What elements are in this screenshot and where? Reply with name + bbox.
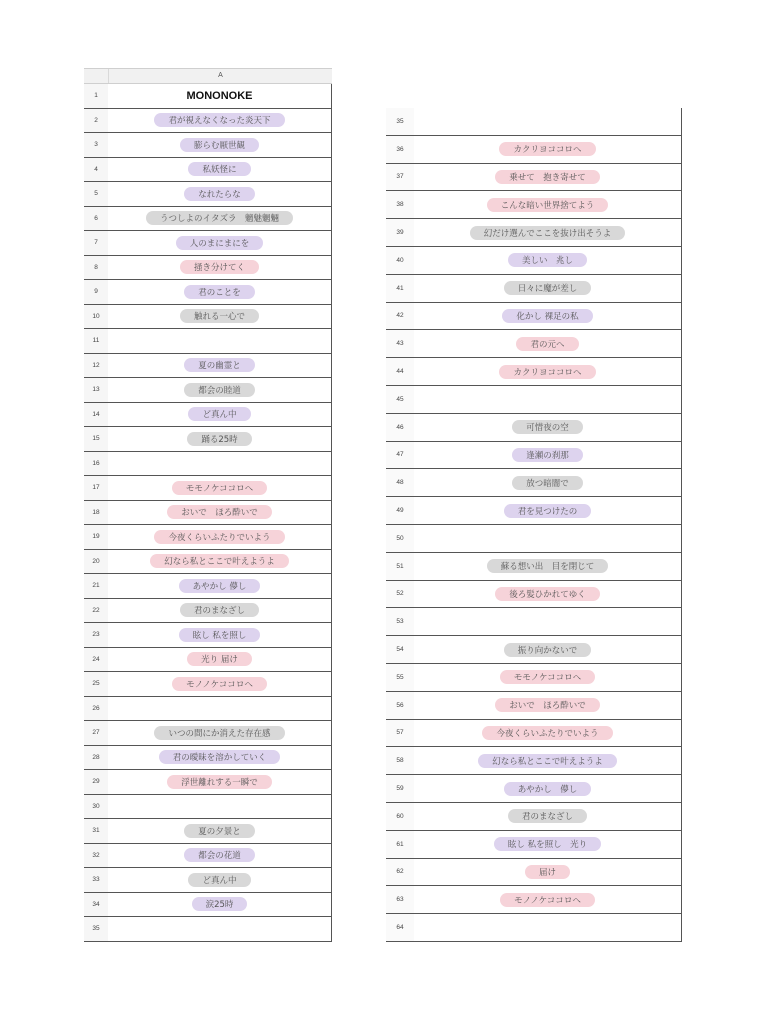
- lyric-cell[interactable]: [414, 747, 682, 774]
- lyric-text: あやかし 儚し: [504, 782, 592, 796]
- lyric-text: うつしよのイタズラ 魑魅魍魎: [146, 211, 293, 225]
- lyric-cell[interactable]: [414, 330, 682, 357]
- table-row: [386, 219, 682, 247]
- lyric-text: 可惜夜の空: [512, 420, 583, 434]
- lyric-cell[interactable]: [414, 720, 682, 747]
- lyric-text: 浮世離れする一瞬で: [167, 775, 272, 789]
- table-row: [386, 414, 682, 442]
- row-number[interactable]: 42: [386, 303, 414, 330]
- lyric-cell[interactable]: [414, 581, 682, 608]
- row-number[interactable]: 60: [386, 803, 414, 830]
- row-number[interactable]: 35: [84, 917, 108, 941]
- lyric-cell[interactable]: [414, 636, 682, 663]
- lyric-cell[interactable]: [414, 553, 682, 580]
- row-number[interactable]: 58: [386, 747, 414, 774]
- lyric-cell[interactable]: [108, 207, 332, 231]
- row-number[interactable]: 44: [386, 358, 414, 385]
- table-row: [386, 386, 682, 414]
- row-number[interactable]: 40: [386, 247, 414, 274]
- row-number[interactable]: 64: [386, 914, 414, 941]
- table-row: [84, 795, 332, 820]
- table-row: [386, 775, 682, 803]
- lyric-text: 都会の睦道: [184, 383, 255, 397]
- lyric-cell[interactable]: [108, 648, 332, 672]
- lyric-cell[interactable]: [108, 109, 332, 133]
- row-number[interactable]: 5: [84, 182, 108, 206]
- row-number[interactable]: 26: [84, 697, 108, 721]
- table-row: [386, 164, 682, 192]
- lyric-cell[interactable]: [108, 305, 332, 329]
- row-number[interactable]: 55: [386, 664, 414, 691]
- lyric-text: 触れる一心で: [180, 309, 259, 323]
- column-a-header[interactable]: A: [218, 72, 223, 79]
- lyric-text: 今夜くらいふたりでいよう: [154, 530, 284, 544]
- lyric-cell[interactable]: [108, 599, 332, 623]
- lyric-cell[interactable]: [414, 914, 682, 941]
- spreadsheet-left: [84, 68, 332, 942]
- lyric-text: 私妖怪に: [188, 162, 250, 176]
- row-number[interactable]: 1: [84, 84, 108, 108]
- row-number[interactable]: 41: [386, 275, 414, 302]
- table-row: [386, 664, 682, 692]
- table-row: [386, 581, 682, 609]
- row-number[interactable]: 48: [386, 469, 414, 496]
- spreadsheet-right: [386, 108, 682, 942]
- row-number[interactable]: 23: [84, 623, 108, 647]
- table-row: [386, 247, 682, 275]
- lyric-cell[interactable]: [414, 831, 682, 858]
- lyric-text: 都会の花道: [184, 848, 255, 862]
- table-row: [386, 886, 682, 914]
- table-row: [386, 191, 682, 219]
- table-row: [386, 330, 682, 358]
- table-row: [84, 84, 332, 109]
- row-number[interactable]: 27: [84, 721, 108, 745]
- lyric-cell[interactable]: [414, 608, 682, 635]
- row-number[interactable]: 52: [386, 581, 414, 608]
- sheet-title: MONONOKE: [186, 89, 253, 102]
- lyric-text: モモノケココロへ: [172, 481, 267, 495]
- lyric-text: 化かし 裸足の私: [502, 309, 592, 323]
- table-row: [386, 914, 682, 942]
- lyric-cell[interactable]: [414, 136, 682, 163]
- row-number[interactable]: 11: [84, 329, 108, 353]
- row-number[interactable]: 28: [84, 746, 108, 770]
- lyric-text: 幻なら私とここで叶えようよ: [478, 754, 617, 768]
- table-row: [84, 844, 332, 869]
- lyric-cell[interactable]: [414, 497, 682, 524]
- table-row: [386, 303, 682, 331]
- lyric-cell[interactable]: [108, 403, 332, 427]
- lyric-cell[interactable]: [108, 550, 332, 574]
- lyric-cell[interactable]: [108, 819, 332, 843]
- table-row: [84, 770, 332, 795]
- lyric-cell[interactable]: [108, 182, 332, 206]
- lyric-cell[interactable]: [108, 256, 332, 280]
- row-number[interactable]: 53: [386, 608, 414, 635]
- lyric-text: ど真ん中: [188, 873, 250, 887]
- lyric-text: モノノケココロへ: [172, 677, 267, 691]
- table-row: [386, 859, 682, 887]
- row-number[interactable]: 49: [386, 497, 414, 524]
- table-row: [386, 136, 682, 164]
- table-row: [84, 182, 332, 207]
- table-row: [84, 623, 332, 648]
- table-row: [84, 721, 332, 746]
- lyric-cell[interactable]: [108, 623, 332, 647]
- row-number[interactable]: 31: [84, 819, 108, 843]
- row-number[interactable]: 17: [84, 476, 108, 500]
- table-row: [386, 831, 682, 859]
- row-number[interactable]: 33: [84, 868, 108, 892]
- row-number[interactable]: 43: [386, 330, 414, 357]
- lyric-text: モノノケココロへ: [500, 893, 595, 907]
- row-number[interactable]: 16: [84, 452, 108, 476]
- lyric-text: 届け: [525, 865, 570, 879]
- lyric-cell[interactable]: [108, 501, 332, 525]
- row-number[interactable]: 61: [386, 831, 414, 858]
- lyric-cell[interactable]: [108, 280, 332, 304]
- lyric-text: カクリヨココロへ: [499, 142, 595, 156]
- table-row: [386, 525, 682, 553]
- table-row: [84, 819, 332, 844]
- lyric-cell[interactable]: [108, 525, 332, 549]
- lyric-text: 乗せて 抱き寄せて: [495, 170, 600, 184]
- table-row: [84, 207, 332, 232]
- lyric-text: 君のまなざし: [508, 809, 587, 823]
- lyric-text: 眩し 私を照し: [179, 628, 261, 642]
- row-number[interactable]: 36: [386, 136, 414, 163]
- row-number[interactable]: 57: [386, 720, 414, 747]
- table-row: [84, 868, 332, 893]
- table-row: [84, 893, 332, 918]
- row-number[interactable]: 56: [386, 692, 414, 719]
- table-row: [84, 697, 332, 722]
- row-number[interactable]: 63: [386, 886, 414, 913]
- lyric-text: なれたらな: [184, 187, 255, 201]
- table-row: [84, 378, 332, 403]
- lyric-cell[interactable]: [108, 844, 332, 868]
- table-row: [84, 501, 332, 526]
- table-row: [84, 452, 332, 477]
- lyric-cell[interactable]: [108, 893, 332, 917]
- lyric-cell[interactable]: [108, 697, 332, 721]
- lyric-text: 膨らむ厭世観: [180, 138, 259, 152]
- row-number[interactable]: 45: [386, 386, 414, 413]
- lyric-cell[interactable]: [414, 414, 682, 441]
- lyric-text: 君の曖昧を溶かしていく: [159, 750, 281, 764]
- lyric-cell[interactable]: [108, 158, 332, 182]
- lyric-text: 幻なら私とここで叶えようよ: [150, 554, 289, 568]
- row-number[interactable]: 47: [386, 442, 414, 469]
- row-number[interactable]: 22: [84, 599, 108, 623]
- table-row: [84, 917, 332, 942]
- row-number[interactable]: 50: [386, 525, 414, 552]
- lyric-cell[interactable]: [108, 378, 332, 402]
- row-number[interactable]: 39: [386, 219, 414, 246]
- table-row: [386, 803, 682, 831]
- lyric-text: 掻き分けてく: [180, 260, 259, 274]
- lyric-text: 踊る25時: [187, 432, 251, 446]
- lyric-text: 人のまにまにを: [176, 236, 264, 250]
- row-number[interactable]: 37: [386, 164, 414, 191]
- lyric-text: ど真ん中: [188, 407, 250, 421]
- row-number[interactable]: 24: [84, 648, 108, 672]
- table-row: [84, 599, 332, 624]
- table-row: [386, 608, 682, 636]
- lyric-cell[interactable]: [414, 775, 682, 802]
- row-number[interactable]: 34: [84, 893, 108, 917]
- row-number[interactable]: 3: [84, 133, 108, 157]
- lyric-cell[interactable]: [414, 303, 682, 330]
- lyric-cell[interactable]: [108, 133, 332, 157]
- lyric-text: 逢瀬の刹那: [512, 448, 583, 462]
- lyric-cell[interactable]: [414, 469, 682, 496]
- lyric-cell[interactable]: [414, 108, 682, 135]
- row-number[interactable]: 35: [386, 108, 414, 135]
- lyric-cell[interactable]: [108, 427, 332, 451]
- row-number[interactable]: 21: [84, 574, 108, 598]
- row-number[interactable]: 19: [84, 525, 108, 549]
- lyric-text: 放つ暗闇で: [512, 476, 583, 490]
- lyric-cell[interactable]: [108, 795, 332, 819]
- table-row: [386, 108, 682, 136]
- lyric-text: 幻だけ選んでここを抜け出そうよ: [470, 226, 626, 240]
- lyric-cell[interactable]: [414, 803, 682, 830]
- lyric-cell[interactable]: [108, 476, 332, 500]
- lyric-cell[interactable]: [414, 386, 682, 413]
- lyric-cell[interactable]: [108, 672, 332, 696]
- lyric-text: 君のことを: [184, 285, 255, 299]
- table-row: [84, 305, 332, 330]
- lyric-text: 日々に魔が差し: [504, 281, 592, 295]
- lyric-cell[interactable]: [414, 859, 682, 886]
- lyric-cell[interactable]: [108, 452, 332, 476]
- table-row: [386, 469, 682, 497]
- lyric-cell[interactable]: [414, 664, 682, 691]
- lyric-cell[interactable]: [108, 770, 332, 794]
- table-row: [386, 497, 682, 525]
- lyric-text: 夏の幽霊と: [184, 358, 255, 372]
- lyric-text: あやかし 儚し: [179, 579, 261, 593]
- lyric-text: カクリヨココロへ: [499, 365, 595, 379]
- table-row: [84, 476, 332, 501]
- table-row: [386, 442, 682, 470]
- row-number[interactable]: 38: [386, 191, 414, 218]
- table-row: [386, 636, 682, 664]
- table-row: [84, 133, 332, 158]
- row-number[interactable]: 25: [84, 672, 108, 696]
- lyric-text: 光り 届け: [187, 652, 252, 666]
- lyric-cell[interactable]: [414, 275, 682, 302]
- lyric-text: 涙25時: [192, 897, 248, 911]
- lyric-cell[interactable]: [108, 354, 332, 378]
- table-row: [84, 354, 332, 379]
- table-row: [84, 231, 332, 256]
- table-row: [84, 109, 332, 134]
- table-row: [84, 158, 332, 183]
- lyric-text: 君のまなざし: [180, 603, 259, 617]
- row-number[interactable]: 14: [84, 403, 108, 427]
- lyric-text: おいで ほろ酔いで: [167, 505, 272, 519]
- table-row: [386, 275, 682, 303]
- table-row: [386, 747, 682, 775]
- lyric-cell[interactable]: [414, 525, 682, 552]
- lyric-cell[interactable]: [414, 247, 682, 274]
- table-row: [84, 574, 332, 599]
- lyric-cell[interactable]: [414, 886, 682, 913]
- lyric-text: いつの間にか消えた存在感: [154, 726, 284, 740]
- row-number[interactable]: 30: [84, 795, 108, 819]
- lyric-text: 美しい 兆し: [508, 253, 587, 267]
- lyric-text: 振り向かないで: [504, 643, 592, 657]
- lyric-text: こんな暗い世界捨てよう: [487, 198, 609, 212]
- column-header: [84, 68, 332, 84]
- lyric-cell[interactable]: [108, 329, 332, 353]
- corner-cell[interactable]: [84, 69, 109, 83]
- lyric-cell[interactable]: [108, 721, 332, 745]
- table-row: [84, 329, 332, 354]
- lyric-cell[interactable]: [414, 358, 682, 385]
- lyric-cell[interactable]: [414, 164, 682, 191]
- lyric-cell[interactable]: [414, 442, 682, 469]
- title-cell[interactable]: [108, 84, 332, 108]
- lyric-text: 君を見つけたの: [504, 504, 592, 518]
- row-number[interactable]: 62: [386, 859, 414, 886]
- lyric-cell[interactable]: [414, 692, 682, 719]
- table-row: [84, 427, 332, 452]
- lyric-text: おいで ほろ酔いで: [495, 698, 600, 712]
- row-number[interactable]: 18: [84, 501, 108, 525]
- lyric-text: モモノケココロへ: [500, 670, 595, 684]
- row-number[interactable]: 8: [84, 256, 108, 280]
- row-number[interactable]: 12: [84, 354, 108, 378]
- row-number[interactable]: 10: [84, 305, 108, 329]
- row-number[interactable]: 51: [386, 553, 414, 580]
- table-row: [84, 280, 332, 305]
- lyric-cell[interactable]: [108, 917, 332, 941]
- lyric-text: 君が視えなくなった炎天下: [154, 113, 284, 127]
- table-row: [386, 692, 682, 720]
- table-row: [84, 672, 332, 697]
- lyric-text: 後ろ髪ひかれてゆく: [495, 587, 600, 601]
- row-number[interactable]: 2: [84, 109, 108, 133]
- lyric-cell[interactable]: [108, 231, 332, 255]
- row-number[interactable]: 54: [386, 636, 414, 663]
- row-number[interactable]: 13: [84, 378, 108, 402]
- table-row: [386, 553, 682, 581]
- table-row: [84, 648, 332, 673]
- table-row: [84, 256, 332, 281]
- lyric-cell[interactable]: [414, 219, 682, 246]
- lyric-cell[interactable]: [108, 574, 332, 598]
- lyric-cell[interactable]: [414, 191, 682, 218]
- row-number[interactable]: 29: [84, 770, 108, 794]
- table-row: [84, 403, 332, 428]
- lyric-text: 夏の夕景と: [184, 824, 255, 838]
- lyric-text: 君の元へ: [516, 337, 578, 351]
- lyric-cell[interactable]: [108, 868, 332, 892]
- row-number[interactable]: 9: [84, 280, 108, 304]
- row-number[interactable]: 32: [84, 844, 108, 868]
- row-number[interactable]: 4: [84, 158, 108, 182]
- lyric-text: 眩し 私を照し 光り: [494, 837, 601, 851]
- table-row: [386, 720, 682, 748]
- row-number[interactable]: 15: [84, 427, 108, 451]
- row-number[interactable]: 6: [84, 207, 108, 231]
- row-number[interactable]: 7: [84, 231, 108, 255]
- table-row: [84, 550, 332, 575]
- lyric-text: 今夜くらいふたりでいよう: [482, 726, 612, 740]
- table-row: [84, 525, 332, 550]
- lyric-text: 蘇る想い出 目を閉じて: [487, 559, 609, 573]
- lyric-cell[interactable]: [108, 746, 332, 770]
- row-number[interactable]: 59: [386, 775, 414, 802]
- table-row: [84, 746, 332, 771]
- row-number[interactable]: 46: [386, 414, 414, 441]
- row-number[interactable]: 20: [84, 550, 108, 574]
- table-row: [386, 358, 682, 386]
